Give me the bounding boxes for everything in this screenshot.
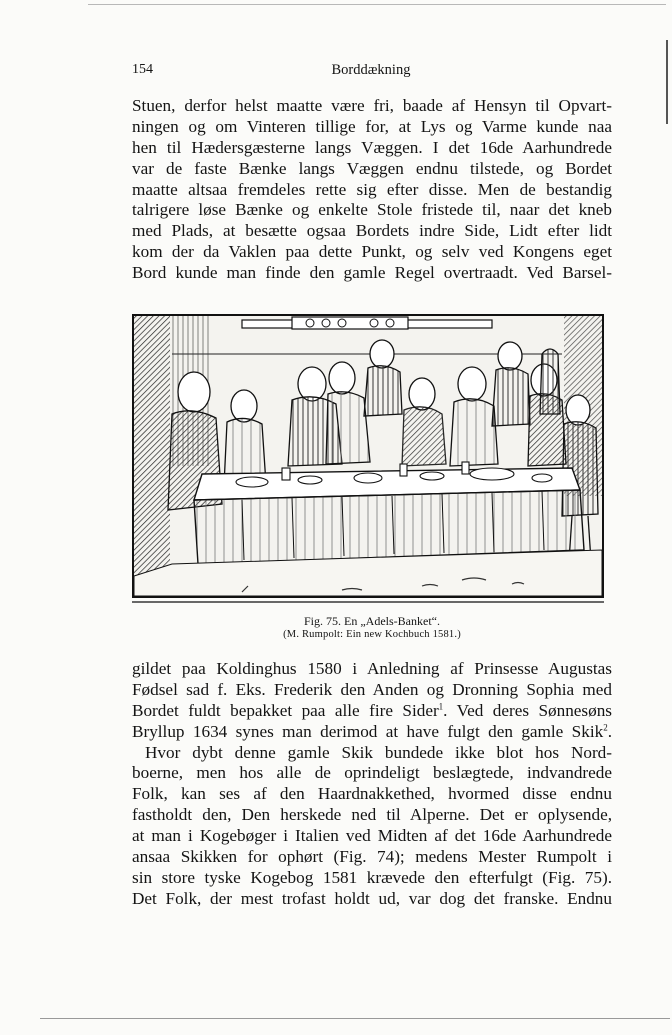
text-line: var de faste Bænke langs Væggen endnu tilstede, og Bordet xyxy=(132,158,612,178)
paragraph-after-figure xyxy=(132,659,612,910)
text-line: fastholdt den, Den herskede ned til Alperne. Det er oplysende, xyxy=(132,805,612,825)
page-number: 154 xyxy=(132,62,153,77)
text-line: Det Folk, der mest trofast holdt ud, var dog det franske. Endnu xyxy=(132,888,612,908)
text-line: talrigere løse Bænke og enkelte Stole fristede til, naar det kneb xyxy=(132,200,612,220)
text-line: hen til Hædersgæsterne langs Væggen. I det 16de Aarhundrede xyxy=(132,137,612,157)
text-line: kom der da Vaklen paa dette Punkt, og selv ved Kongens eget xyxy=(132,242,612,262)
text-line: ningen og om Vinteren tillige for, at Lys og Varme kunde naa xyxy=(132,116,612,136)
text-line: boerne, men hos alle de oprindeligt beslægtede, indvandrede xyxy=(132,763,612,783)
text-fragment: Bordet fuldt bepakket paa alle fire Sider xyxy=(132,700,439,720)
footnote-marker[interactable]: 1 xyxy=(438,701,444,712)
text-line: Bord kunde man finde den gamle Regel overtraadt. Ved Barsel- xyxy=(132,263,612,283)
text-line: sin store tyske Kogebog 1581 krævede den efterfulgt (Fig. 75). xyxy=(132,867,612,887)
page-bottom-edge xyxy=(40,1018,670,1019)
text-line xyxy=(132,722,612,743)
banquet-woodcut-illustration xyxy=(132,314,604,610)
page-right-edge xyxy=(666,40,668,124)
text-line: at man i Kogebøger i Italien ved Midten af det 16de Aarhundrede xyxy=(132,826,612,846)
text-line: ansaa Skikken for ophørt (Fig. 74); medens Mester Rumpolt i xyxy=(132,847,612,867)
page-top-edge xyxy=(88,4,666,5)
running-title: Borddækning xyxy=(331,62,411,78)
figure-caption: Fig. 75. En „Adels-Banket“. xyxy=(304,614,440,628)
text-line: Folk, kan ses af den Haardnakkethed, hvormed disse endnu xyxy=(132,784,612,804)
text-fragment: . Ved deres Sønnesøns xyxy=(443,700,612,720)
footnote-marker[interactable]: 2 xyxy=(603,721,608,732)
text-line: Stuen, derfor helst maatte være fri, baade af Hensyn til Opvart- xyxy=(132,96,612,115)
text-line: med Plads, at besætte ogsaa Bordets indre Side, Lidt efter lidt xyxy=(132,221,612,241)
text-fragment: . xyxy=(607,721,612,741)
text-fragment: Bryllup 1634 synes man derimod at have fulgt den gamle Skik xyxy=(132,721,604,741)
running-head xyxy=(132,62,610,82)
paragraph-before-figure xyxy=(132,96,612,284)
text-line: maatte altsaa fremdeles rette sig efter disse. Men de bestandig xyxy=(132,179,612,199)
figure-source: (M. Rumpolt: Ein new Kochbuch 1581.) xyxy=(283,629,461,640)
text-line: Hvor dybt denne gamle Skik bundede ikke blot hos Nord- xyxy=(145,742,612,762)
text-line xyxy=(132,701,612,722)
text-line: Fødsel sad f. Eks. Frederik den Anden og Dronning Sophia med xyxy=(132,679,612,699)
text-line: gildet paa Koldinghus 1580 i Anledning af Prinsesse Augustas xyxy=(132,659,612,678)
